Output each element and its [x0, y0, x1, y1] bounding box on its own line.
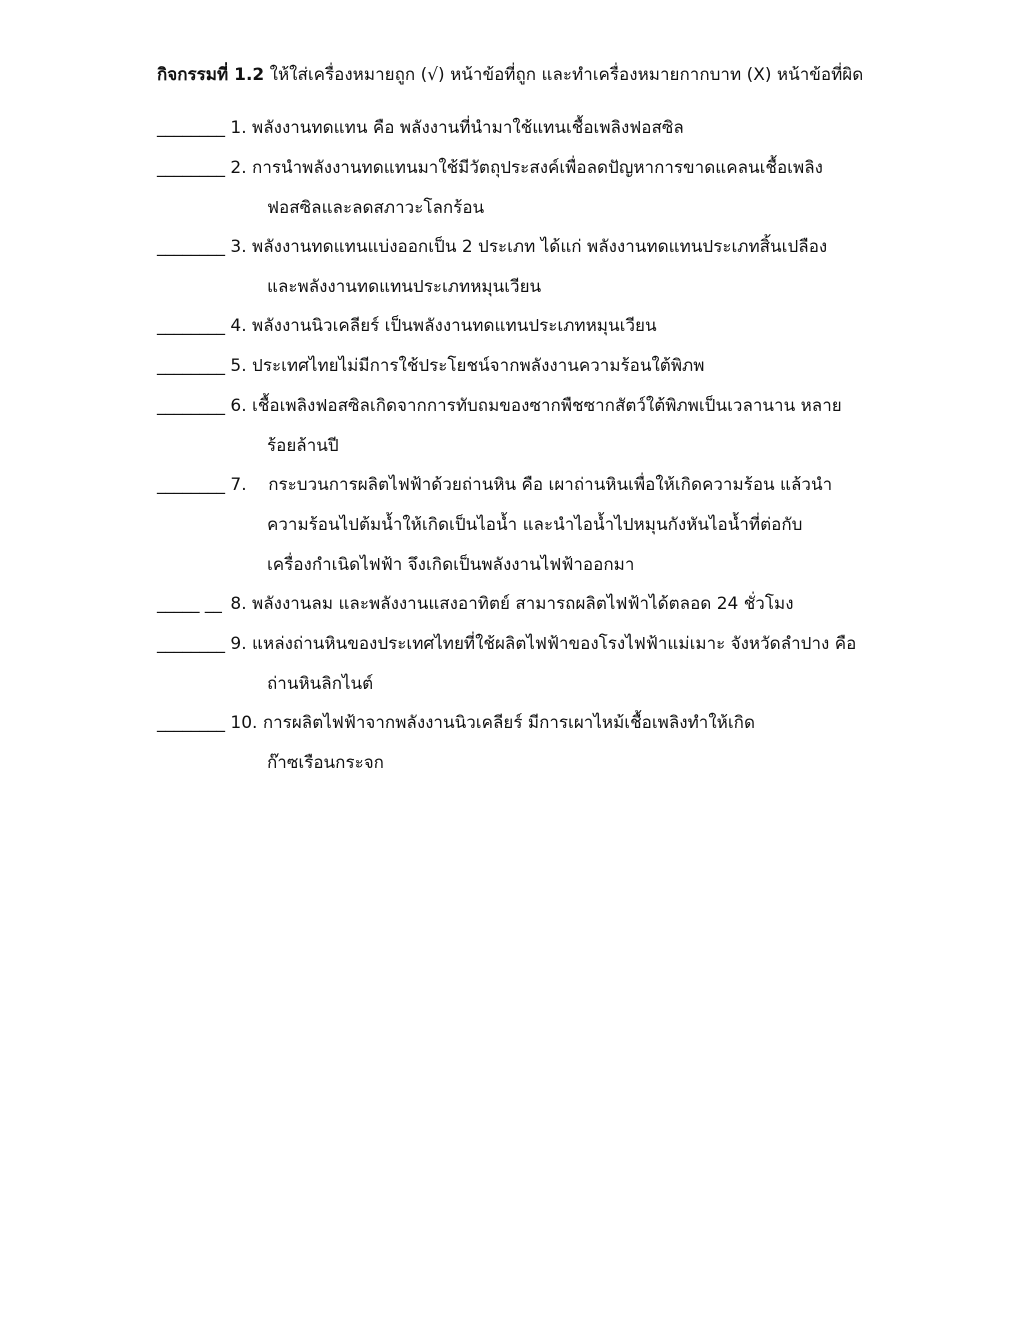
question-text-continued: ฟอสซิลและลดสภาวะโลกร้อน	[267, 198, 485, 218]
answer-blank[interactable]: _____ __	[157, 594, 222, 614]
question-5	[157, 346, 877, 386]
question-text-continued: เครื่องกำเนิดไฟฟ้า จึงเกิดเป็นพลังงานไฟฟ้าออกมา	[267, 555, 635, 575]
question-text: 4. พลังงานนิวเคลียร์ เป็นพลังงานทดแทนประเภทหมุนเวียน	[230, 316, 657, 336]
question-text: 6. เชื้อเพลิงฟอสซิลเกิดจากการทับถมของซากพืชซากสัตว์ใต้พิภพเป็นเวลานาน หลาย	[230, 396, 842, 416]
question-text: 8. พลังงานลม และพลังงานแสงอาทิตย์ สามารถผลิตไฟฟ้าได้ตลอด 24 ชั่วโมง	[230, 594, 794, 614]
activity-heading	[157, 61, 877, 89]
question-1	[157, 108, 877, 148]
question-text: 10. การผลิตไฟฟ้าจากพลังงานนิวเคลียร์ มีการเผาไหม้เชื้อเพลิงทำให้เกิด	[230, 713, 756, 733]
answer-blank[interactable]: ________	[157, 118, 225, 138]
answer-blank[interactable]: ________	[157, 316, 225, 336]
answer-blank[interactable]: ________	[157, 634, 225, 654]
answer-blank[interactable]: ________	[157, 713, 225, 733]
answer-blank[interactable]: ________	[157, 396, 225, 416]
question-2	[157, 148, 877, 228]
question-text-continued: ร้อยล้านปี	[267, 436, 339, 456]
question-text-continued: และพลังงานทดแทนประเภทหมุนเวียน	[267, 277, 542, 297]
question-text-continued: ก๊าซเรือนกระจก	[267, 753, 384, 773]
answer-blank[interactable]: ________	[157, 356, 225, 376]
question-text: 2. การนำพลังงานทดแทนมาใช้มีวัตถุประสงค์เพื่อลดปัญหาการขาดแคลนเชื้อเพลิง	[230, 158, 823, 178]
question-8	[157, 584, 877, 624]
answer-blank[interactable]: ________	[157, 158, 225, 178]
question-text: 3. พลังงานทดแทนแบ่งออกเป็น 2 ประเภท ได้แก่ พลังงานทดแทนประเภทสิ้นเปลือง	[230, 237, 828, 257]
question-text: 1. พลังงานทดแทน คือ พลังงานที่นำมาใช้แทนเชื้อเพลิงฟอสซิล	[230, 118, 684, 138]
activity-instruction: ให้ใส่เครื่องหมายถูก (√) หน้าข้อที่ถูก และทำเครื่องหมายกากบาท (X) หน้าข้อที่ผิด	[269, 65, 864, 85]
answer-blank[interactable]: ________	[157, 237, 225, 257]
question-6	[157, 386, 877, 466]
question-text: 5. ประเทศไทยไม่มีการใช้ประโยชน์จากพลังงานความร้อนใต้พิภพ	[230, 356, 705, 376]
answer-blank[interactable]: ________	[157, 475, 225, 495]
question-7	[157, 465, 877, 585]
question-text-continued: ถ่านหินลิกไนต์	[267, 674, 374, 694]
activity-title: กิจกรรมที่ 1.2	[157, 65, 265, 85]
question-9	[157, 624, 877, 704]
question-text: 9. แหล่งถ่านหินของประเทศไทยที่ใช้ผลิตไฟฟ้าของโรงไฟฟ้าแม่เมาะ จังหวัดลำปาง คือ	[230, 634, 857, 654]
question-text: 7. กระบวนการผลิตไฟฟ้าด้วยถ่านหิน คือ เผาถ่านหินเพื่อให้เกิดความร้อน แล้วนำ	[230, 475, 833, 495]
question-3	[157, 227, 877, 307]
question-4	[157, 306, 877, 346]
question-text-continued: ความร้อนไปต้มน้ำให้เกิดเป็นไอน้ำ และนำไอน้ำไปหมุนกังหันไอน้ำที่ต่อกับ	[267, 515, 803, 535]
question-10	[157, 703, 877, 783]
